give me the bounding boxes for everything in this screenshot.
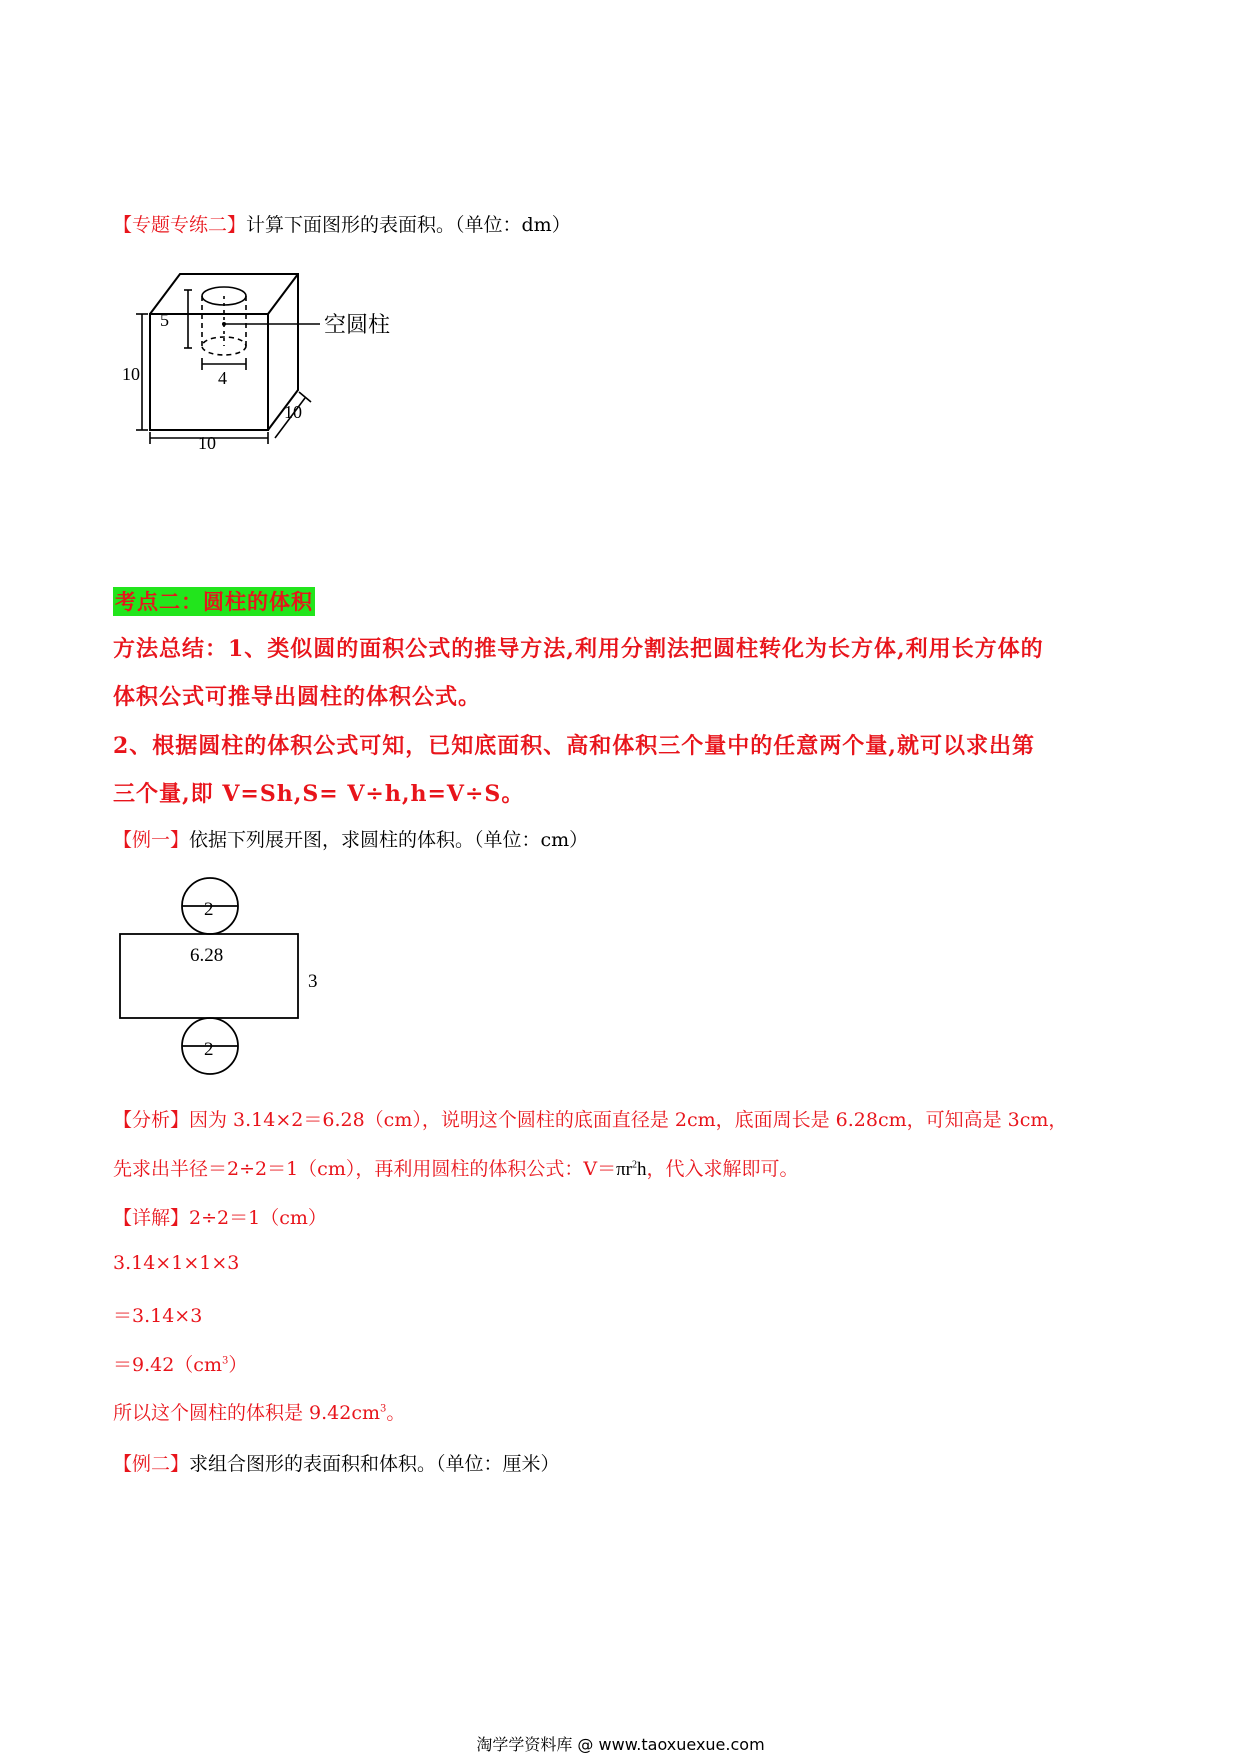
width-label: 10	[198, 433, 216, 452]
detail-step2: ＝3.14×3	[113, 1305, 203, 1327]
detail-conclusion-exp: 3	[380, 1403, 387, 1415]
detail-line	[113, 1203, 327, 1230]
cube-with-hollow-cylinder-figure	[120, 262, 420, 452]
rect-length-label: 6.28	[190, 945, 224, 966]
rect-height-label: 3	[308, 971, 318, 992]
formula-h: h	[637, 1159, 647, 1180]
analysis-text-1: 因为 3.14×2＝6.28（cm），说明这个圆柱的底面直径是 2cm，底面周长是 6.28cm，可知高是 3cm，	[189, 1109, 1068, 1131]
point2-title-line	[113, 586, 315, 616]
method1-line-a: 方法总结：1、类似圆的面积公式的推导方法,利用分割法把圆柱转化为长方体,利用长方体的	[113, 636, 1044, 662]
analysis-bracket: 【分析】	[113, 1109, 190, 1131]
analysis-text-3: ，代入求解即可。	[646, 1158, 799, 1180]
hole-diameter-label: 4	[218, 368, 227, 388]
analysis-line-2	[113, 1154, 799, 1181]
practice2-line	[113, 210, 571, 237]
analysis-line-1	[113, 1105, 1067, 1132]
method1-line-b: 体积公式可推导出圆柱的体积公式。	[113, 684, 482, 710]
example1-text: 依据下列展开图，求圆柱的体积。（单位：cm）	[189, 829, 589, 851]
detail-step3-pre: ＝9.42（cm	[113, 1354, 222, 1376]
practice2-text: 计算下面图形的表面积。（单位：dm）	[246, 214, 571, 236]
example2-line	[113, 1449, 560, 1476]
detail-conclusion-post: 。	[386, 1402, 406, 1424]
method2-line-a: 2、根据圆柱的体积公式可知，已知底面积、高和体积三个量中的任意两个量,就可以求出第	[113, 733, 1035, 759]
page-footer: 淘学学资料库 @ www.taoxuexue.com	[476, 1735, 765, 1754]
cylinder-net-figure	[110, 876, 330, 1076]
analysis-text-2: 先求出半径＝2÷2＝1（cm），再利用圆柱的体积公式：V＝	[113, 1158, 617, 1180]
formula-pi: π	[616, 1159, 626, 1180]
detail-conclusion-pre: 所以这个圆柱的体积是 9.42cm	[113, 1402, 381, 1424]
point2-title: 考点二：圆柱的体积	[115, 589, 313, 614]
detail-step1: 3.14×1×1×3	[113, 1252, 240, 1274]
formula-exponent: 2	[632, 1159, 637, 1171]
example2-bracket: 【例二】	[113, 1453, 190, 1475]
formula-r: r	[625, 1159, 632, 1180]
depth-label: 10	[284, 402, 302, 422]
detail-bracket: 【详解】	[113, 1207, 190, 1229]
example1-line	[113, 825, 588, 852]
practice2-bracket: 【专题专练二】	[113, 214, 247, 236]
detail-step3-exp: 3	[221, 1355, 229, 1367]
example2-text: 求组合图形的表面积和体积。（单位：厘米）	[189, 1453, 560, 1475]
detail-conclusion	[113, 1398, 405, 1425]
detail-step0: 2÷2＝1（cm）	[189, 1207, 327, 1229]
detail-step3	[113, 1350, 247, 1377]
example1-bracket: 【例一】	[113, 829, 190, 851]
hole-height-label: 5	[160, 310, 169, 330]
volume-formula	[616, 1159, 646, 1180]
height-label: 10	[122, 364, 140, 384]
detail-step3-post: ）	[228, 1354, 248, 1376]
bottom-circle-diameter: 2	[204, 1039, 214, 1060]
top-circle-diameter: 2	[204, 899, 214, 920]
method2-line-b: 三个量,即 V=Sh,S= V÷h,h=V÷S。	[113, 781, 525, 807]
hollow-cylinder-callout: 空圆柱	[324, 312, 391, 337]
